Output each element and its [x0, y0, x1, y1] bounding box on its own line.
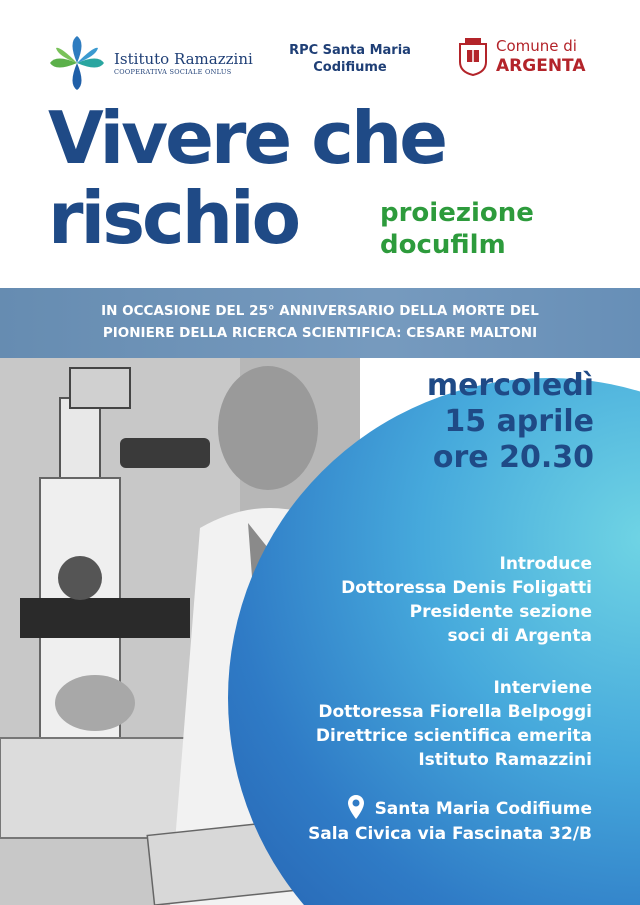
header-logos: [0, 0, 640, 110]
introduce-heading: Introduce: [499, 554, 592, 574]
venue-line2: Sala Civica via Fascinata 32/B: [308, 824, 592, 844]
comune-line1: Comune di: [496, 37, 577, 55]
crest-icon: [456, 36, 490, 76]
interviene-name: Dottoressa Fiorella Belpoggi: [318, 702, 592, 722]
rpc-line1: RPC Santa Maria: [289, 43, 411, 58]
comune-line2: ARGENTA: [496, 56, 586, 76]
interviene-block: [316, 676, 592, 772]
interviene-heading: Interviene: [493, 678, 592, 698]
anniversary-text: [0, 300, 640, 344]
title-line1: Vivere che: [48, 96, 446, 180]
venue-line1: Santa Maria Codifiume: [374, 799, 592, 819]
event-venue: [308, 794, 592, 847]
introduce-role1: Presidente sezione: [409, 602, 592, 622]
rpc-logo: [280, 42, 420, 76]
rpc-line2: Codifiume: [313, 60, 387, 75]
date-date: 15 aprile: [444, 404, 594, 439]
date-day: mercoledì: [426, 368, 594, 403]
subtitle-line2: docufilm: [380, 230, 506, 260]
introduce-block: [341, 552, 592, 648]
band-line1: IN OCCASIONE DEL 25° ANNIVERSARIO DELLA MORTE DEL: [101, 303, 539, 319]
date-time: ore 20.30: [432, 440, 594, 475]
comune-argenta-logo: [456, 36, 585, 76]
title-line2: rischio: [48, 176, 299, 260]
ramazzini-name: Istituto Ramazzini: [114, 50, 253, 68]
event-date: [427, 368, 594, 476]
band-line2: PIONIERE DELLA RICERCA SCIENTIFICA: CESARE MALTONI: [102, 325, 538, 341]
interviene-role2: Istituto Ramazzini: [418, 750, 592, 770]
ramazzini-subtitle: COOPERATIVA SOCIALE ONLUS: [114, 68, 232, 76]
subtitle-line1: proiezione: [380, 198, 534, 228]
istituto-ramazzini-logo: [48, 34, 253, 92]
introduce-name: Dottoressa Denis Foligatti: [341, 578, 592, 598]
introduce-role2: soci di Argenta: [447, 626, 592, 646]
ramazzini-leaf-icon: [48, 34, 106, 92]
event-subtitle: [380, 197, 534, 261]
location-pin-icon: [347, 794, 365, 820]
interviene-role1: Direttrice scientifica emerita: [315, 726, 592, 746]
